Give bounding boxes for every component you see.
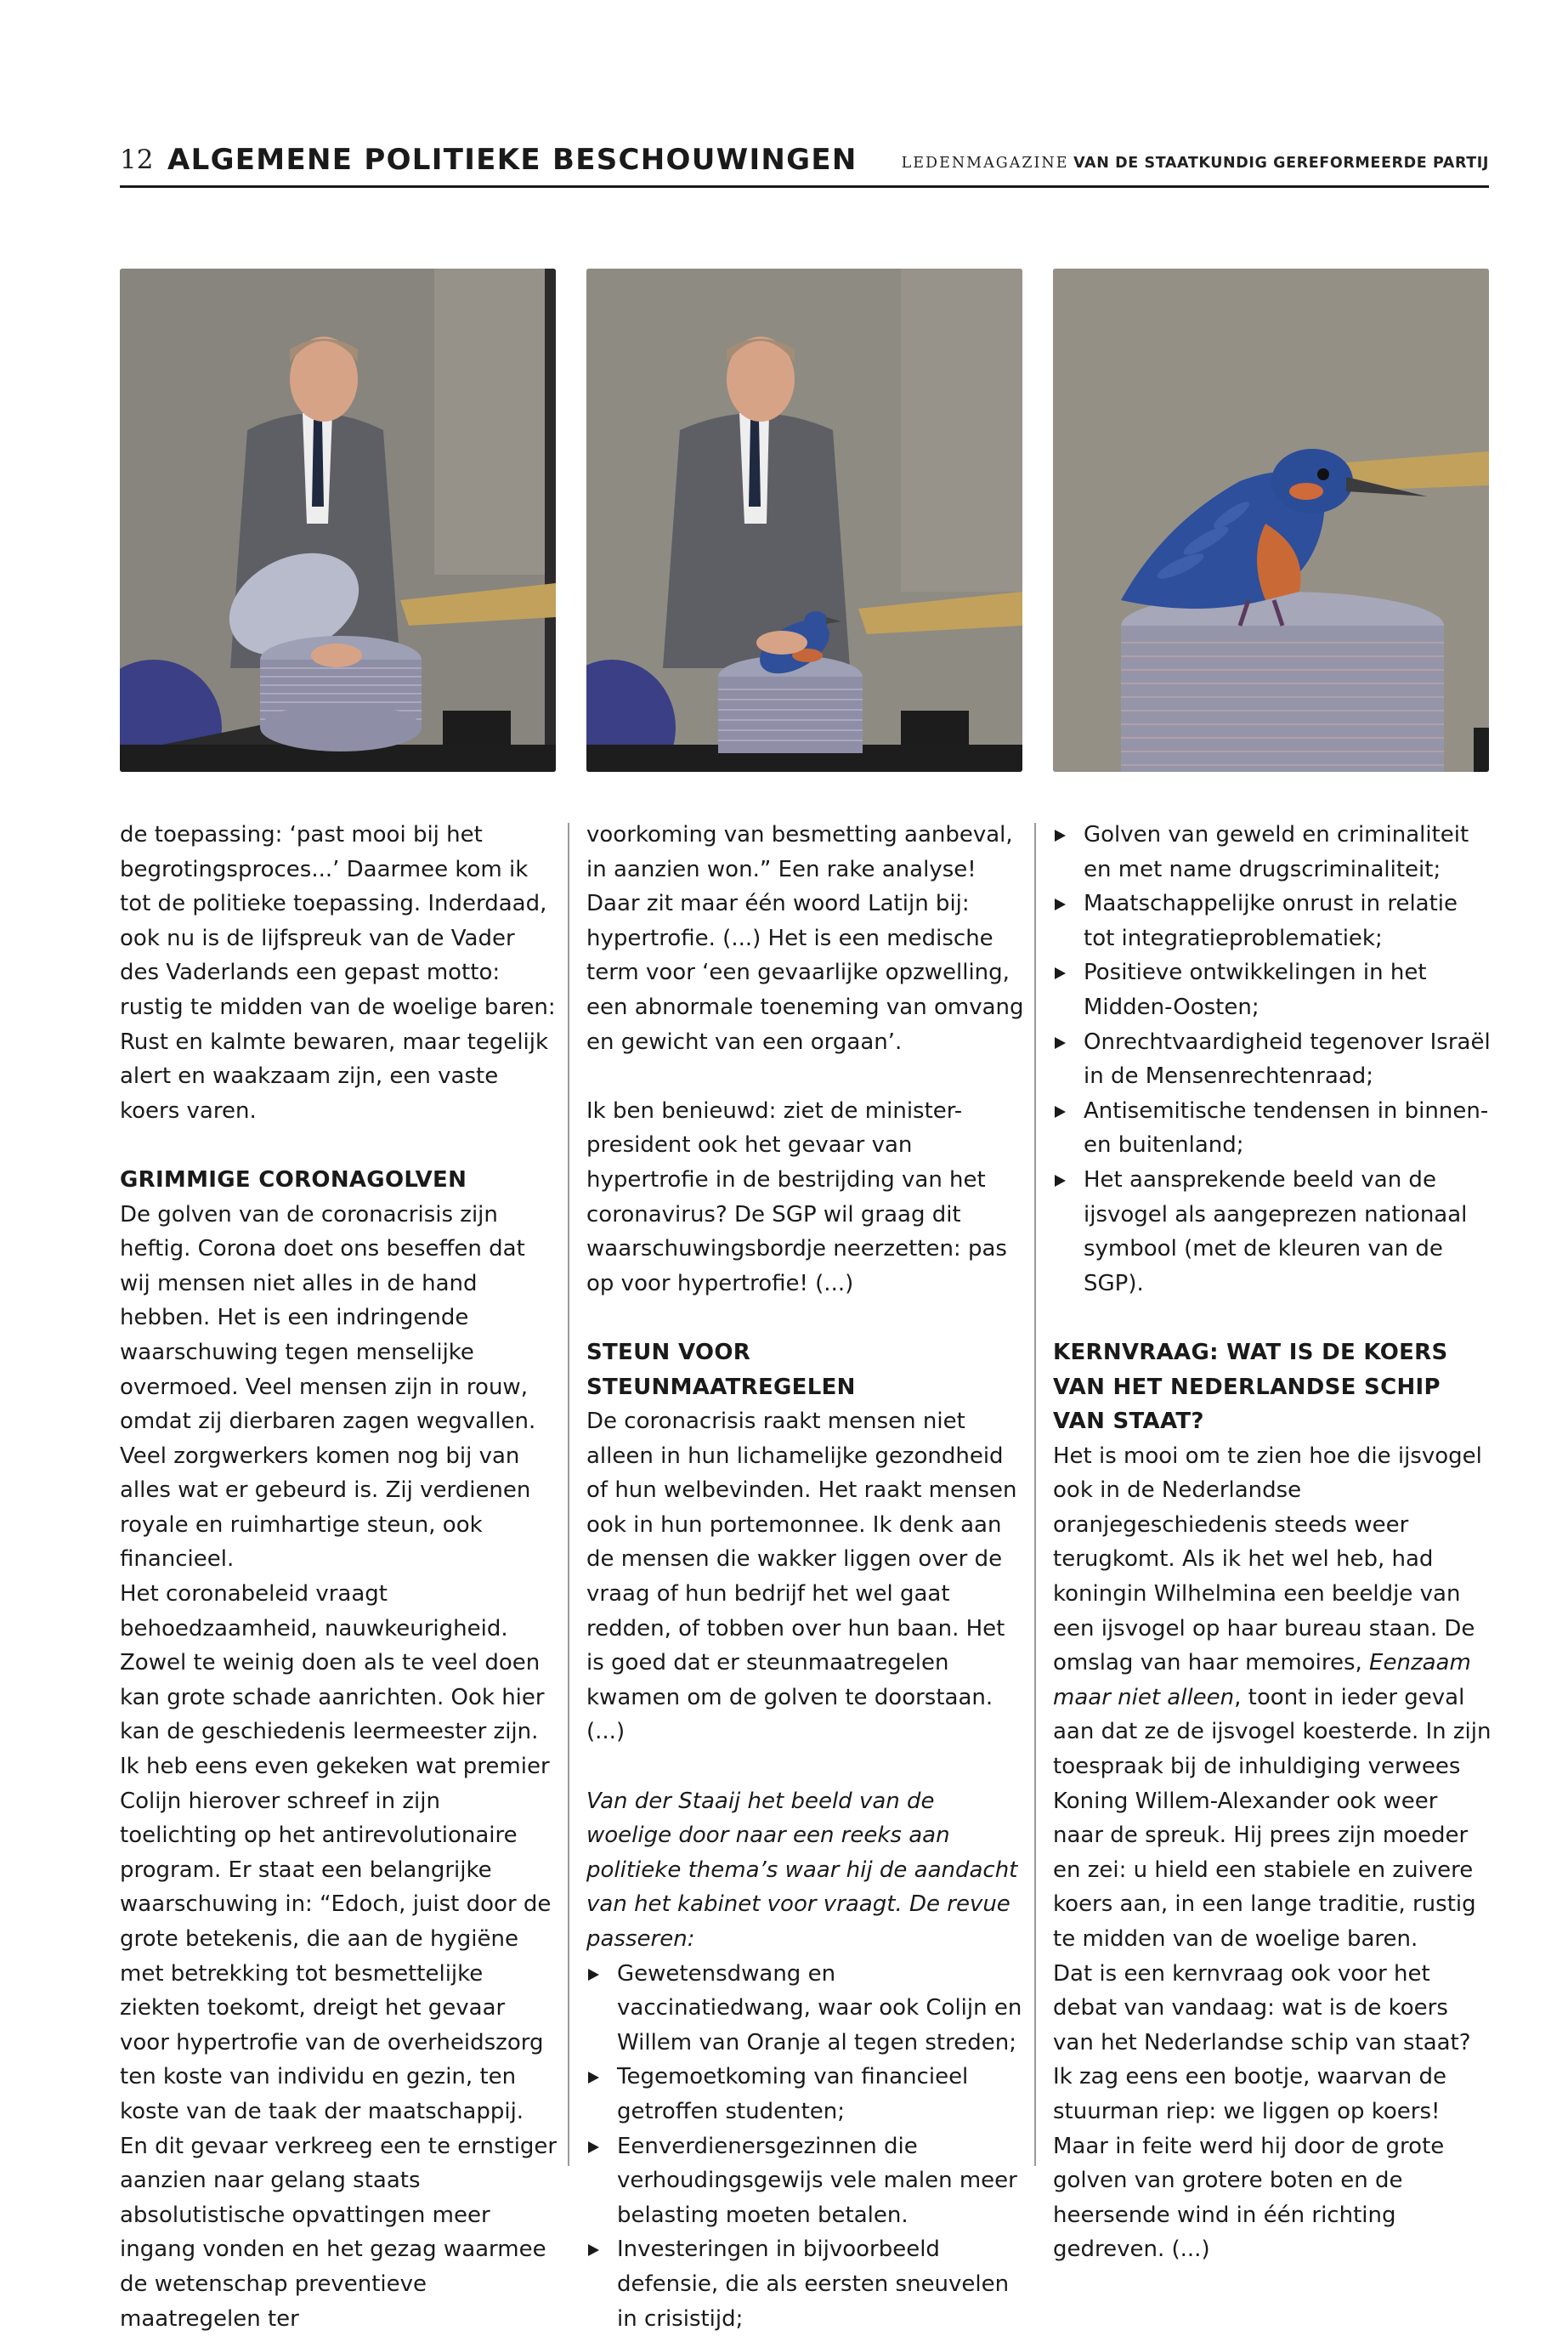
header-rule [120,185,1489,188]
list-item: Tegemoetkoming van financieel getroffen studenten; [586,2060,1025,2129]
section-title: ALGEMENE POLITIEKE BESCHOUWINGEN [167,143,858,177]
magazine-prefix: LEDENMAGAZINE [901,155,1069,172]
col3-paragraph-1-start: Het is mooi om te zien hoe die ijsvogel ook in de Nederlandse oranjegeschiedenis steeds weer terugkomt. Als ik het wel heb, had koningin Wilhelmina een beeldje van een ijsvogel op haar bureau staan. De omslag van haar memoires, [1053,1443,1482,1676]
list-item: Golven van geweld en criminaliteit en met name drugscriminaliteit; [1053,818,1492,887]
col1-paragraph-2: De golven van de coronacrisis zijn heftig. Corona doet ons beseffen dat wij mensen niet alles in de hand hebben. Het is een indringende waarschuwing tegen menselijke overmoed. Veel mensen zijn in rouw, omdat zij dierbaren zagen wegvallen. Veel zorgwerkers komen nog bij van alles wat er gebeurd is. Zij verdienen royale en ruimhartige steun, ook financieel. [120,1201,536,1573]
photo-kingfisher-closeup [1053,269,1489,772]
article-column-1 [120,818,558,2336]
photo-opening-box [120,269,556,772]
article-column-3 [1053,818,1492,2267]
col2-paragraph-2: Ik ben benieuwd: ziet de minister-president ook het gevaar van hypertrofie in de bestrijding van het coronavirus? De SGP wil graag dit waarschuwingsbordje neerzetten: pas op voor hypertrofie! (...) [586,1097,1007,1296]
page-header [120,143,1489,190]
list-item: Gewetensdwang en vaccinatiedwang, waar ook Colijn en Willem van Oranje al tegen streden; [586,1957,1025,2061]
col3-paragraph-1 [1053,1439,1492,1957]
list-item: Positieve ontwikkelingen in het Midden-Oosten; [1053,955,1492,1024]
col2-bullet-list [586,1957,1025,2336]
col2-heading: STEUN VOOR STEUNMAATREGELEN [586,1339,856,1400]
col3-paragraph-1-end: , toont in ieder geval aan dat ze de ijsvogel koesterde. In zijn toespraak bij de inhuldiging verwees Koning Willem-Alexander ook weer naar de spreuk. Hij prees zijn moeder en zei: u hield een stabiele en zuivere koers aan, in een lange traditie, rustig te midden van de woelige baren. [1053,1684,1492,1952]
article-column-2 [586,818,1025,2336]
col1-paragraph-1: de toepassing: ‘past mooi bij het begrotingsproces...’ Daarmee kom ik tot de politieke toepassing. Inderdaad, ook nu is de lijfspreuk van de Vader des Vaderlands een gepast motto: rustig te midden van de woelige baren: Rust en kalmte bewaren, maar tegelijk alert en waakzaam zijn, een vaste koers varen. [120,822,556,1124]
magazine-name [902,155,1489,172]
col2-paragraph-1: voorkoming van besmetting aanbeval, in aanzien won.” Een rake analyse! Daar zit maar één woord Latijn bij: hypertrofie. (...) Het is een medische term voor ‘een gevaarlijke opzwelling, een abnormale toeneming van omvang en gewicht van een orgaan’. [586,822,1024,1055]
list-item: Eenverdienersgezinnen die verhoudingsgewijs vele malen meer belasting moeten betalen. [586,2129,1025,2233]
photo-man-with-kingfisher [586,269,1022,772]
magazine-suffix: VAN DE STAATKUNDIG GEREFORMEERDE PARTIJ [1073,155,1489,172]
list-item: Het aansprekende beeld van de ijsvogel als aangeprezen nationaal symbool (met de kleuren van de SGP). [1053,1163,1492,1301]
list-item: Maatschappelijke onrust in relatie tot integratieproblematiek; [1053,887,1492,955]
col3-heading: KERNVRAAG: WAT IS DE KOERS VAN HET NEDERLANDSE SCHIP VAN STAAT? [1053,1339,1448,1435]
col3-paragraph-2: Dat is een kernvraag ook voor het debat van vandaag: wat is de koers van het Nederlandse schip van staat? Ik zag eens een bootje, waarvan de stuurman riep: we liggen op koers! Maar in feite werd hij door de grote golven van grotere boten en de heersende wind in één richting gedreven. (...) [1053,1960,1471,2263]
col1-paragraph-3: Het coronabeleid vraagt behoedzaamheid, nauwkeurigheid. Zowel te weinig doen als te veel doen kan grote schade aanrichten. Ook hier kan de geschiedenis leermeester zijn. Ik heb eens even gekeken wat premier Colijn hierover schreef in zijn toelichting op het antirevolutionaire program. Er staat een belangrijke waarschuwing in: “Edoch, juist door de grote betekenis, die aan de hygiëne met betrekking tot besmettelijke ziekten toekomt, dreigt het gevaar voor hypertrofie van de overheidszorg ten koste van individu en gezin, ten koste van de taak der maatschappij. En dit gevaar verkreeg een te ernstiger aanzien naar gelang staats absolutistische opvattingen meer ingang vonden en het gezag waarmee de wetenschap preventieve maatregelen ter [120,1581,558,2332]
col2-paragraph-3: De coronacrisis raakt mensen niet alleen in hun lichamelijke gezondheid of hun welbevinden. Het raakt mensen ook in hun portemonnee. Ik denk aan de mensen die wakker liggen over de vraag of hun bedrijf het wel gaat redden, of tobben over hun baan. Het is goed dat er steunmaatregelen kwamen om de golven te doorstaan. (...) [586,1409,1017,1745]
column-divider-1 [568,823,569,2166]
column-divider-2 [1034,823,1036,2166]
col2-italic-intro [586,1784,1025,1957]
memoir-title: Eenzaam maar niet alleen [1053,1650,1471,1710]
list-item: Antisemitische tendensen in binnen- en buitenland; [1053,1094,1492,1163]
col3-bullet-list [1053,818,1492,1301]
page-number: 12 [120,145,154,175]
col1-heading: GRIMMIGE CORONAGOLVEN [120,1166,467,1193]
list-item: Investeringen in bijvoorbeeld defensie, die als eersten sneuvelen in crisistijd; [586,2232,1025,2336]
list-item: Onrechtvaardigheid tegenover Israël in de Mensenrechtenraad; [1053,1025,1492,1094]
col2-italic-intro-text: Van der Staaij het beeld van de woelige door naar een reeks aan politieke thema’s waar hij de aandacht van het kabinet voor vraagt. De revue passeren: [586,1788,1018,1952]
